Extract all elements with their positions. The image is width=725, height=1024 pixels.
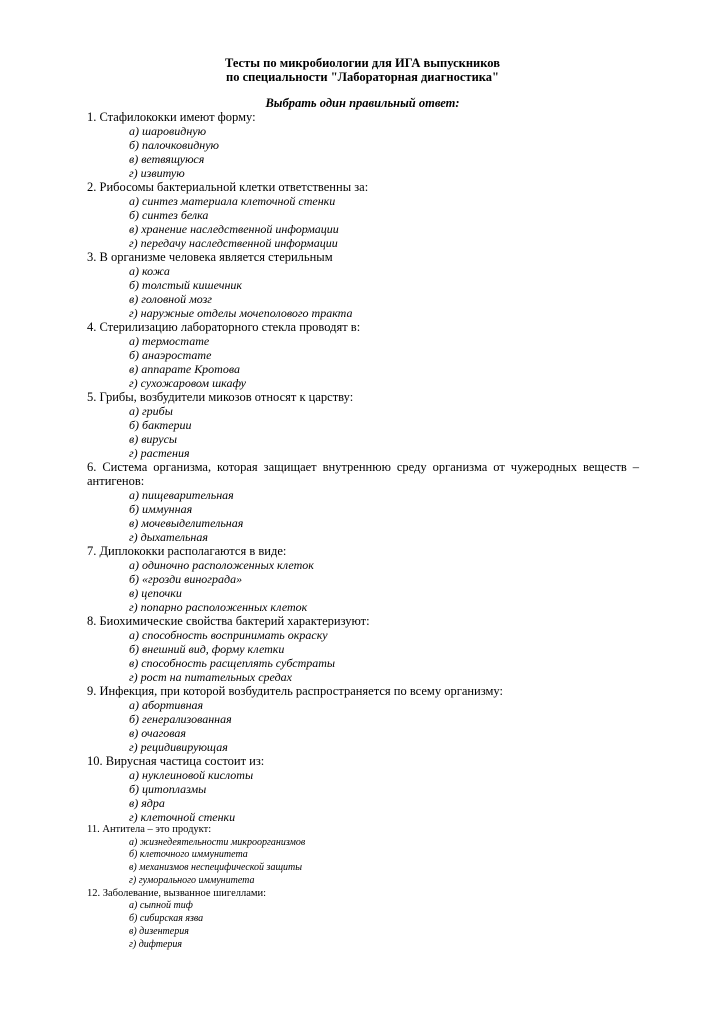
answer-option-d: г) сухожаровом шкафу: [129, 376, 246, 390]
question-text: 5. Грибы, возбудители микозов относят к царству:: [87, 390, 354, 404]
question-8: [87, 614, 639, 684]
question-12: [87, 888, 639, 952]
instruction-text: Выбрать один правильный ответ:: [265, 96, 460, 110]
question-3: [87, 250, 639, 320]
answer-option-d: г) наружные отделы мочеполового тракта: [129, 306, 353, 320]
question-text: 10. Вирусная частица состоит из:: [87, 754, 265, 768]
answer-option-b: б) клеточного иммунитета: [129, 849, 248, 861]
answer-option-b: б) «грозди винограда»: [129, 572, 243, 586]
answer-option-b: б) толстый кишечник: [129, 278, 243, 292]
answer-option-a: а) сыпной тиф: [129, 900, 193, 912]
question-text: 1. Стафилококки имеют форму:: [87, 110, 256, 124]
answer-option-b: б) сибирская язва: [129, 912, 204, 924]
answer-option-a: а) жизнедеятельности микроорганизмов: [129, 836, 306, 848]
answer-option-c: в) вирусы: [129, 432, 178, 446]
document-title-line-1: Тесты по микробиологии для ИГА выпускников: [225, 56, 500, 70]
question-5: [87, 390, 639, 460]
answer-option-c: в) ветвящуюся: [129, 152, 205, 166]
question-text: 7. Диплококки располагаются в виде:: [87, 544, 287, 558]
answer-option-a: а) термостате: [129, 334, 210, 348]
answer-option-b: б) генерализованная: [129, 712, 232, 726]
answer-option-d: г) дыхательная: [129, 530, 208, 544]
answer-option-d: г) извитую: [129, 166, 185, 180]
question-6: [87, 460, 639, 544]
answer-option-c: в) способность расщеплять субстраты: [129, 656, 336, 670]
answer-option-d: г) рост на питательных средах: [129, 670, 292, 684]
question-10: [87, 754, 639, 824]
question-4: [87, 320, 639, 390]
answer-option-b: б) палочковидную: [129, 138, 219, 152]
answer-option-b: б) синтез белка: [129, 208, 209, 222]
question-7: [87, 544, 639, 614]
answer-option-d: г) растения: [129, 446, 190, 460]
answer-option-c: в) дизентерия: [129, 925, 189, 937]
question-11: [87, 824, 639, 888]
question-text: 9. Инфекция, при которой возбудитель распространяется по всему организму:: [87, 684, 503, 698]
answer-option-c: в) головной мозг: [129, 292, 212, 306]
answer-option-c: в) ядра: [129, 796, 165, 810]
answer-option-c: в) аппарате Кротова: [129, 362, 240, 376]
question-text: 4. Стерилизацию лабораторного стекла проводят в:: [87, 320, 361, 334]
answer-option-c: в) мочевыделительная: [129, 516, 244, 530]
question-text: 11. Антитела – это продукт:: [87, 824, 212, 835]
question-text: 2. Рибосомы бактериальной клетки ответственны за:: [87, 180, 369, 194]
answer-option-c: в) хранение наследственной информации: [129, 222, 339, 236]
answer-option-c: в) очаговая: [129, 726, 187, 740]
question-text: 6. Система организма, которая защищает внутреннюю среду организма от чужеродных веществ – антигенов:: [87, 460, 639, 488]
answer-option-d: г) клеточной стенки: [129, 810, 236, 824]
question-text: 12. Заболевание, вызванное шигеллами:: [87, 887, 267, 899]
answer-option-c: в) цепочки: [129, 586, 182, 600]
answer-option-a: а) синтез материала клеточной стенки: [129, 194, 336, 208]
answer-option-d: г) дифтерия: [129, 938, 183, 950]
answer-option-c: в) механизмов неспецифической защиты: [129, 862, 303, 874]
answer-option-a: а) нуклеиновой кислоты: [129, 768, 254, 782]
question-9: [87, 684, 639, 754]
answer-option-b: б) бактерии: [129, 418, 192, 432]
answer-option-d: г) гуморального иммунитета: [129, 874, 255, 886]
answer-option-a: а) способность воспринимать окраску: [129, 628, 328, 642]
answer-option-a: а) кожа: [129, 264, 170, 278]
question-text: 8. Биохимические свойства бактерий характеризуют:: [87, 614, 370, 628]
answer-option-d: г) попарно расположенных клеток: [129, 600, 308, 614]
question-1: [87, 110, 639, 180]
answer-option-b: б) цитоплазмы: [129, 782, 207, 796]
answer-option-d: г) рецидивирующая: [129, 740, 228, 754]
answer-option-a: а) одиночно расположенных клеток: [129, 558, 314, 572]
answer-option-a: а) пищеварительная: [129, 488, 234, 502]
answer-option-b: б) иммунная: [129, 502, 193, 516]
document-title-line-2: по специальности "Лабораторная диагностика": [226, 70, 499, 84]
answer-option-b: б) внешний вид, форму клетки: [129, 642, 285, 656]
question-list: [87, 110, 639, 951]
question-text: 3. В организме человека является стерильным: [87, 250, 333, 264]
answer-option-b: б) анаэростате: [129, 348, 212, 362]
answer-option-d: г) передачу наследственной информации: [129, 236, 338, 250]
answer-option-a: а) абортивная: [129, 698, 204, 712]
question-2: [87, 180, 639, 250]
answer-option-a: а) грибы: [129, 404, 173, 418]
answer-option-a: а) шаровидную: [129, 124, 207, 138]
